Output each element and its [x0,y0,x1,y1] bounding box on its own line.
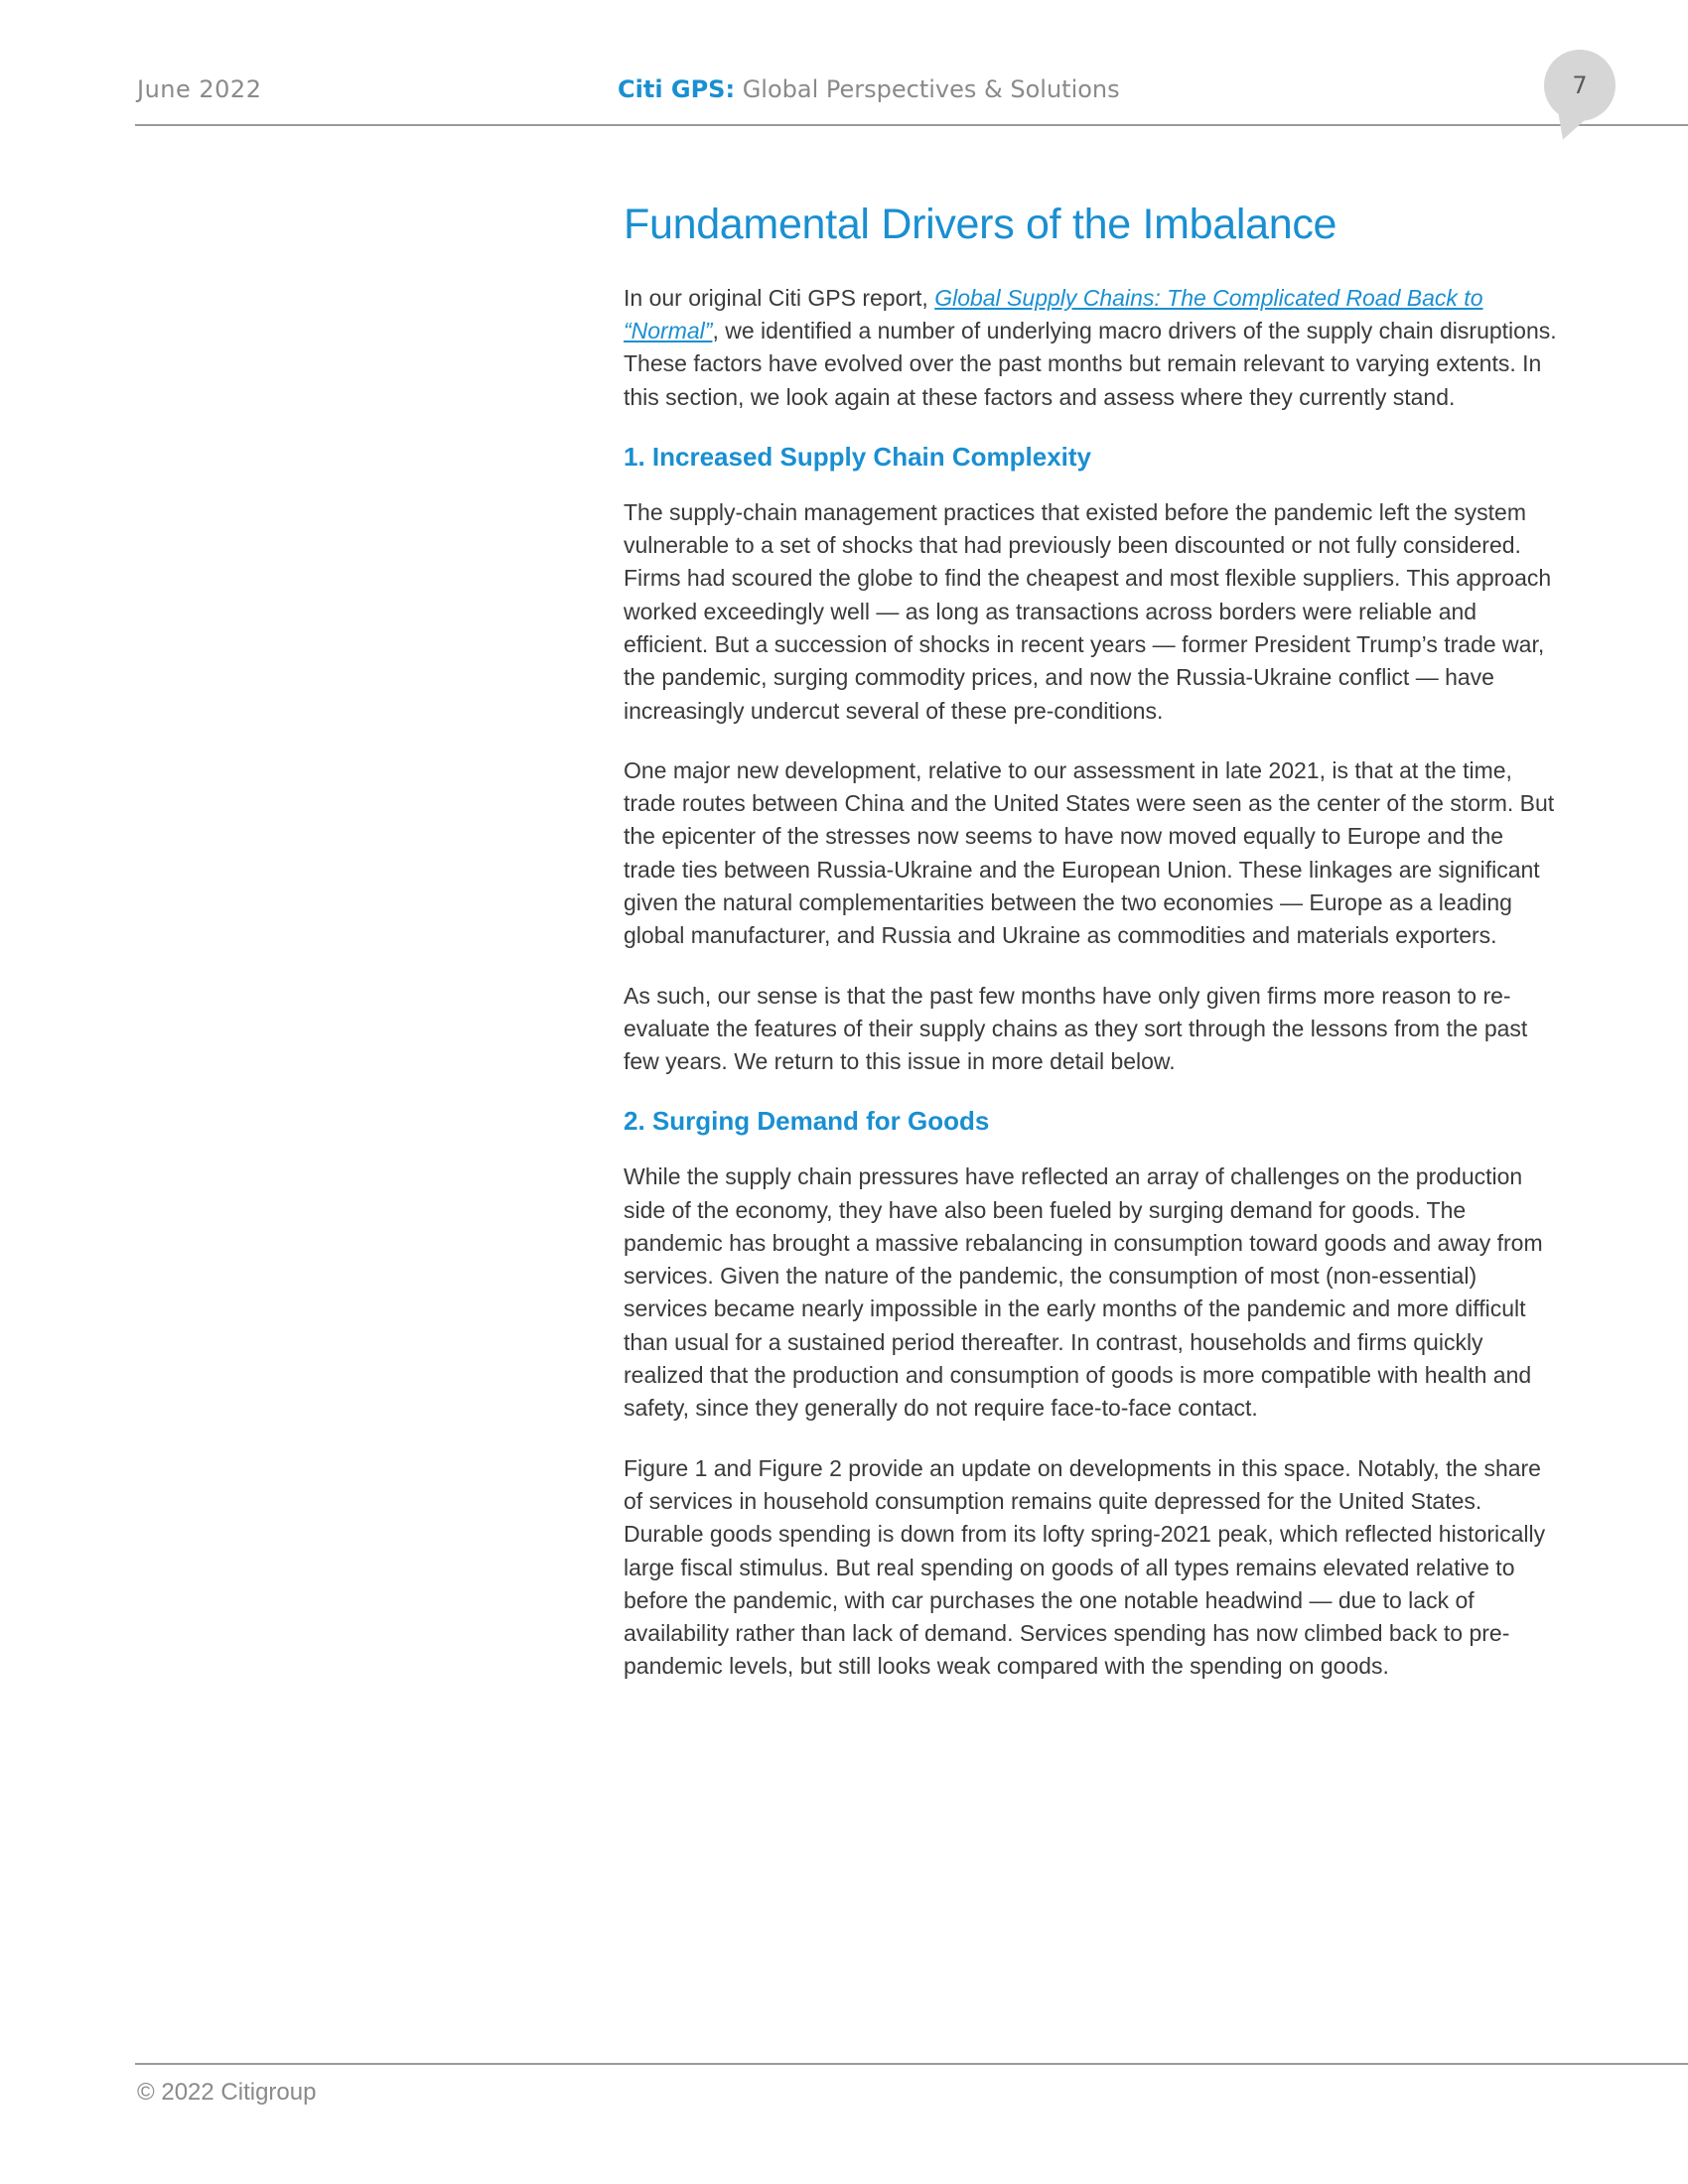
section-heading-2: 2. Surging Demand for Goods [624,1106,990,1137]
footer-divider [135,2063,1688,2065]
footer-copyright: © 2022 Citigroup [137,2079,317,2106]
page-number-badge: 7 [1544,50,1616,121]
brand-name: Citi GPS: [618,75,736,103]
report-link[interactable]: Global Supply Chains: The Complicated Road Back to “Normal” [624,284,1483,344]
section-1-paragraph-3: As such, our sense is that the past few months have only given firms more reason to re-evaluate the features of their supply chains as they sort through the lessons from the past few years. We return to this issue in more detail below. [624,982,1528,1075]
page-title: Fundamental Drivers of the Imbalance [624,201,1337,248]
section-1-paragraph-2: One major new development, relative to our assessment in late 2021, is that at the time, trade routes between China and the United States were seen as the center of the storm. But the epicenter of the stresses now seems to have now moved equally to Europe and the trade ties between Russia-Ukraine and the European Union. These linkages are significant given the natural complementarities between the two economies — Europe as a leading global manufacturer, and Russia and Ukraine as commodities and materials exporters. [624,756,1555,949]
header-divider [135,124,1688,126]
section-2-paragraph-2: Figure 1 and Figure 2 provide an update on developments in this space. Notably, the share of services in household consumption remains quite depressed for the United States. Durable goods spending is down from its lofty spring-2021 peak, which reflected historically large fiscal stimulus. But real spending on goods of all types remains elevated relative to before the pandemic, with car purchases the one notable headwind — due to lack of availability rather than lack of demand. Services spending has now climbed back to pre-pandemic levels, but still looks weak compared with the spending on goods. [624,1454,1546,1680]
intro-text-before: In our original Citi GPS report, [624,284,935,311]
section-2-paragraph-1: While the supply chain pressures have reflected an array of challenges on the production side of the economy, they have also been fueled by surging demand for goods. The pandemic has brought a massive rebalancing in consumption toward goods and away from services. Given the nature of the pandemic, the consumption of most (non-essential) services became nearly impossible in the early months of the pandemic and more difficult than usual for a sustained period thereafter. In contrast, households and firms quickly realized that the production and consumption of goods is more compatible with health and safety, since they generally do not require face-to-face contact. [624,1163,1543,1422]
brand-tagline: Global Perspectives & Solutions [735,75,1120,103]
section-heading-1: 1. Increased Supply Chain Complexity [624,441,1092,472]
header-date: June 2022 [137,75,262,103]
intro-text-after: , we identified a number of underlying macro drivers of the supply chain disruptions. These factors have evolved over the past months but remain relevant to varying extents. In this section, we look again at these factors and assess where they currently stand. [624,318,1557,410]
main-content [624,199,1557,1710]
header-brand [618,75,1120,103]
intro-paragraph [624,282,1557,414]
section-1-paragraph-1: The supply-chain management practices that existed before the pandemic left the system vulnerable to a set of shocks that had previously been discounted or not fully considered. Firms had scoured the globe to find the cheapest and most flexible suppliers. This approach worked exceedingly well — as long as transactions across borders were reliable and efficient. But a succession of shocks in recent years — former President Trump’s trade war, the pandemic, surging commodity prices, and now the Russia-Ukraine conflict — have increasingly undercut several of these pre-conditions. [624,498,1552,724]
